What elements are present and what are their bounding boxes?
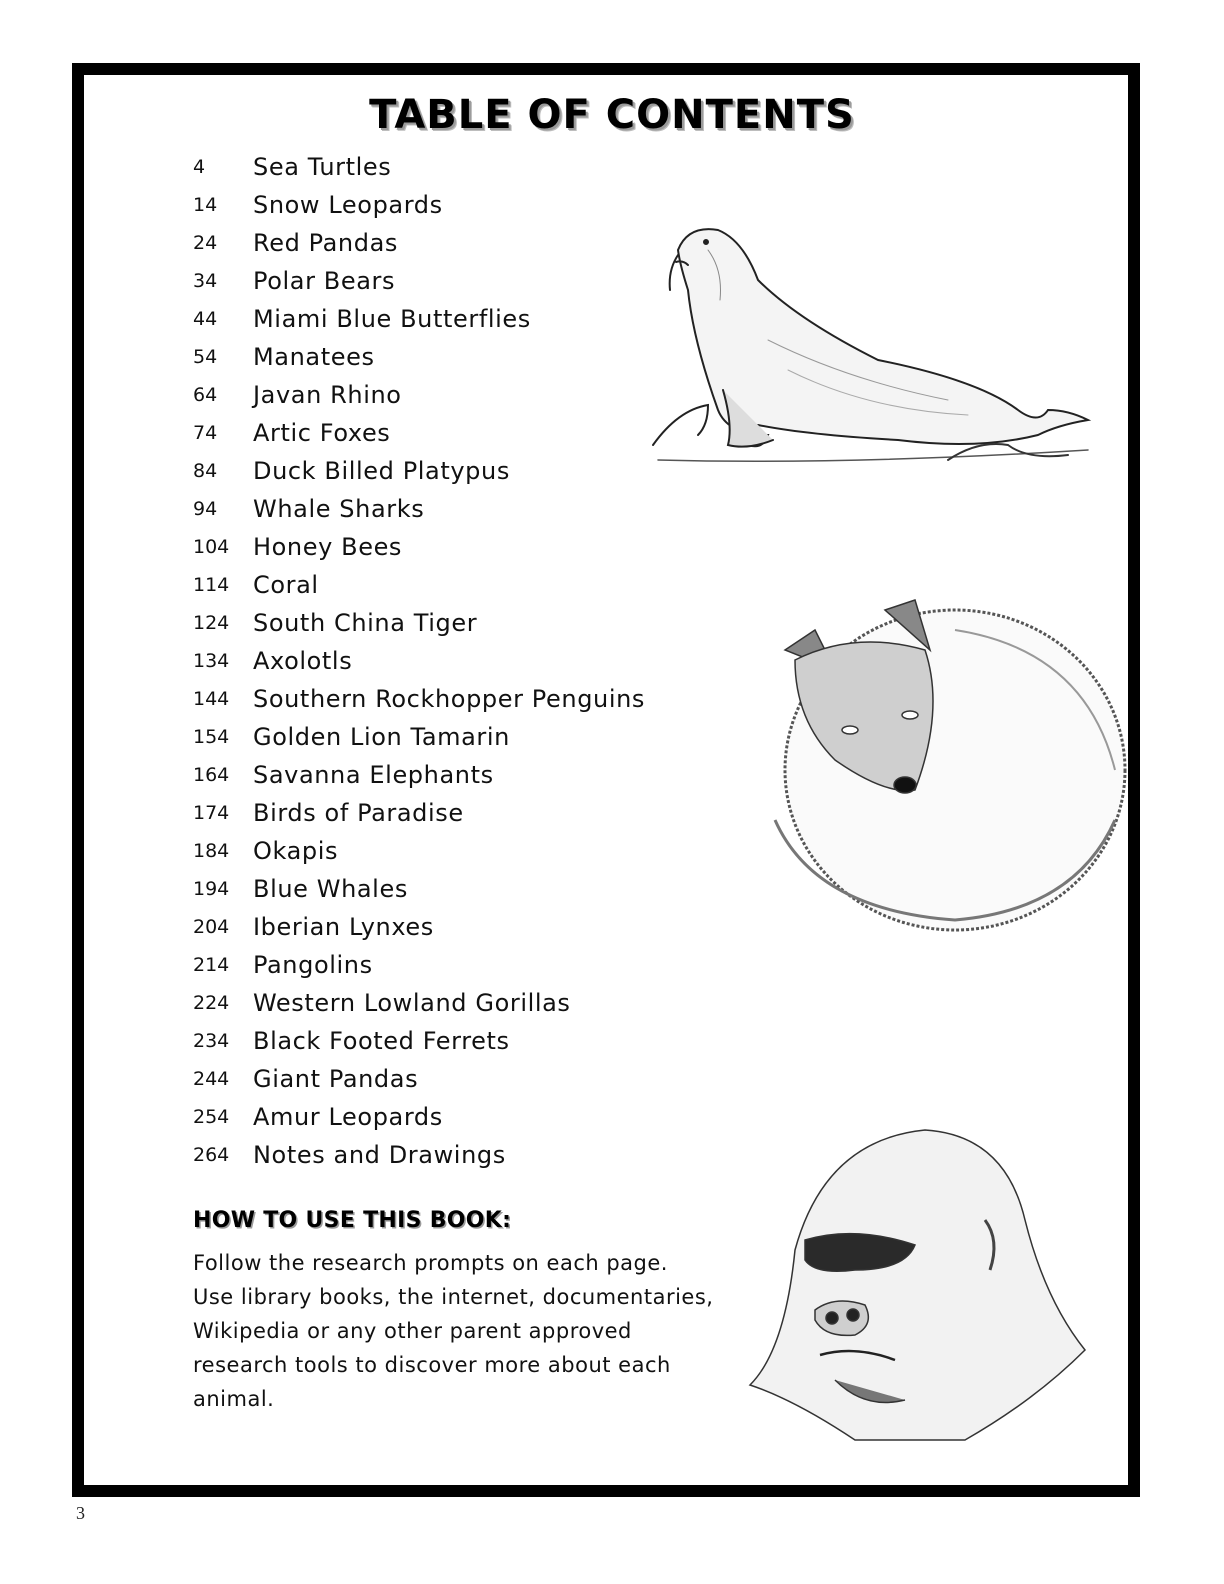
- toc-entry: [193, 832, 645, 870]
- toc-entry-title: Notes and Drawings: [253, 1141, 506, 1169]
- toc-page-number: 254: [193, 1106, 230, 1128]
- toc-page-number: 174: [193, 802, 230, 824]
- toc-entry: [193, 376, 645, 414]
- toc-entry: [193, 1060, 645, 1098]
- toc-entry: [193, 604, 645, 642]
- toc-page-number: 4: [193, 156, 206, 178]
- toc-page-number: 154: [193, 726, 230, 748]
- toc-entry-title: Amur Leopards: [253, 1103, 443, 1131]
- toc-entry-title: Pangolins: [253, 951, 373, 979]
- how-to-line: Wikipedia or any other parent approved: [193, 1319, 632, 1343]
- toc-page-number: 124: [193, 612, 230, 634]
- toc-entry: [193, 718, 645, 756]
- toc-page-number: 164: [193, 764, 230, 786]
- how-to-line: animal.: [193, 1387, 275, 1411]
- toc-entry-title: Iberian Lynxes: [253, 913, 434, 941]
- toc-entry-title: Birds of Paradise: [253, 799, 464, 827]
- toc-entry-title: Snow Leopards: [253, 191, 443, 219]
- toc-entry: [193, 224, 645, 262]
- toc-entry: [193, 908, 645, 946]
- toc-entry-title: Axolotls: [253, 647, 353, 675]
- toc-entry-title: Polar Bears: [253, 267, 396, 295]
- toc-entry-title: South China Tiger: [253, 609, 478, 637]
- page-number: 3: [76, 1503, 85, 1523]
- gorilla-illustration: [735, 1100, 1090, 1445]
- toc-entry-title: Coral: [253, 571, 319, 599]
- toc-page-number: 204: [193, 916, 230, 938]
- toc-entry-title: Okapis: [253, 837, 339, 865]
- toc-entry: [193, 1098, 645, 1136]
- toc-entry-title: Black Footed Ferrets: [253, 1027, 510, 1055]
- toc-entry-title: Red Pandas: [253, 229, 398, 257]
- toc-entry-title: Miami Blue Butterflies: [253, 305, 531, 333]
- toc-entry: [193, 186, 645, 224]
- toc-entry-title: Blue Whales: [253, 875, 408, 903]
- toc-page-number: 264: [193, 1144, 230, 1166]
- toc-page-number: 214: [193, 954, 230, 976]
- how-to-line: Follow the research prompts on each page.: [193, 1251, 668, 1275]
- toc-entry: [193, 642, 645, 680]
- toc-entry: [193, 794, 645, 832]
- toc-entry: [193, 414, 645, 452]
- toc-entry: [193, 300, 645, 338]
- toc-page-number: 34: [193, 270, 218, 292]
- toc-entry: [193, 1022, 645, 1060]
- toc-page-number: 134: [193, 650, 230, 672]
- toc-entry-title: Sea Turtles: [253, 153, 392, 181]
- toc-page-number: 224: [193, 992, 230, 1014]
- how-to-body: [193, 1246, 733, 1416]
- toc-entry: [193, 262, 645, 300]
- toc-page-number: 104: [193, 536, 230, 558]
- sea-lion-illustration: [648, 210, 1098, 500]
- toc-entry-title: Javan Rhino: [253, 381, 402, 409]
- toc-entry: [193, 148, 645, 186]
- page-title: TABLE OF CONTENTS: [369, 92, 855, 138]
- toc-page-number: 144: [193, 688, 230, 710]
- how-to-line: research tools to discover more about each: [193, 1353, 671, 1377]
- toc-entry: [193, 452, 645, 490]
- how-to-line: Use library books, the internet, documentaries,: [193, 1285, 714, 1309]
- toc-entry: [193, 984, 645, 1022]
- table-of-contents-list: [193, 148, 645, 1174]
- toc-page-number: 14: [193, 194, 218, 216]
- toc-entry: [193, 566, 645, 604]
- toc-page-number: 114: [193, 574, 230, 596]
- toc-entry: [193, 1136, 645, 1174]
- toc-entry: [193, 946, 645, 984]
- toc-entry-title: Golden Lion Tamarin: [253, 723, 510, 751]
- toc-page-number: 44: [193, 308, 218, 330]
- toc-page-number: 54: [193, 346, 218, 368]
- toc-page-number: 234: [193, 1030, 230, 1052]
- toc-entry-title: Duck Billed Platypus: [253, 457, 510, 485]
- toc-entry-title: Western Lowland Gorillas: [253, 989, 571, 1017]
- arctic-fox-illustration: [755, 590, 1130, 935]
- toc-entry-title: Manatees: [253, 343, 375, 371]
- toc-entry-title: Artic Foxes: [253, 419, 391, 447]
- toc-page-number: 194: [193, 878, 230, 900]
- toc-page-number: 184: [193, 840, 230, 862]
- how-to-heading: HOW TO USE THIS BOOK:: [193, 1208, 512, 1233]
- toc-page-number: 244: [193, 1068, 230, 1090]
- toc-entry: [193, 756, 645, 794]
- toc-page-number: 24: [193, 232, 218, 254]
- toc-entry-title: Whale Sharks: [253, 495, 425, 523]
- toc-entry: [193, 338, 645, 376]
- toc-entry-title: Southern Rockhopper Penguins: [253, 685, 646, 713]
- toc-entry-title: Giant Pandas: [253, 1065, 419, 1093]
- toc-page-number: 84: [193, 460, 218, 482]
- toc-entry-title: Honey Bees: [253, 533, 403, 561]
- toc-entry-title: Savanna Elephants: [253, 761, 494, 789]
- toc-entry: [193, 870, 645, 908]
- toc-entry: [193, 528, 645, 566]
- toc-page-number: 94: [193, 498, 218, 520]
- toc-entry: [193, 490, 645, 528]
- toc-entry: [193, 680, 645, 718]
- toc-page-number: 64: [193, 384, 218, 406]
- toc-page-number: 74: [193, 422, 218, 444]
